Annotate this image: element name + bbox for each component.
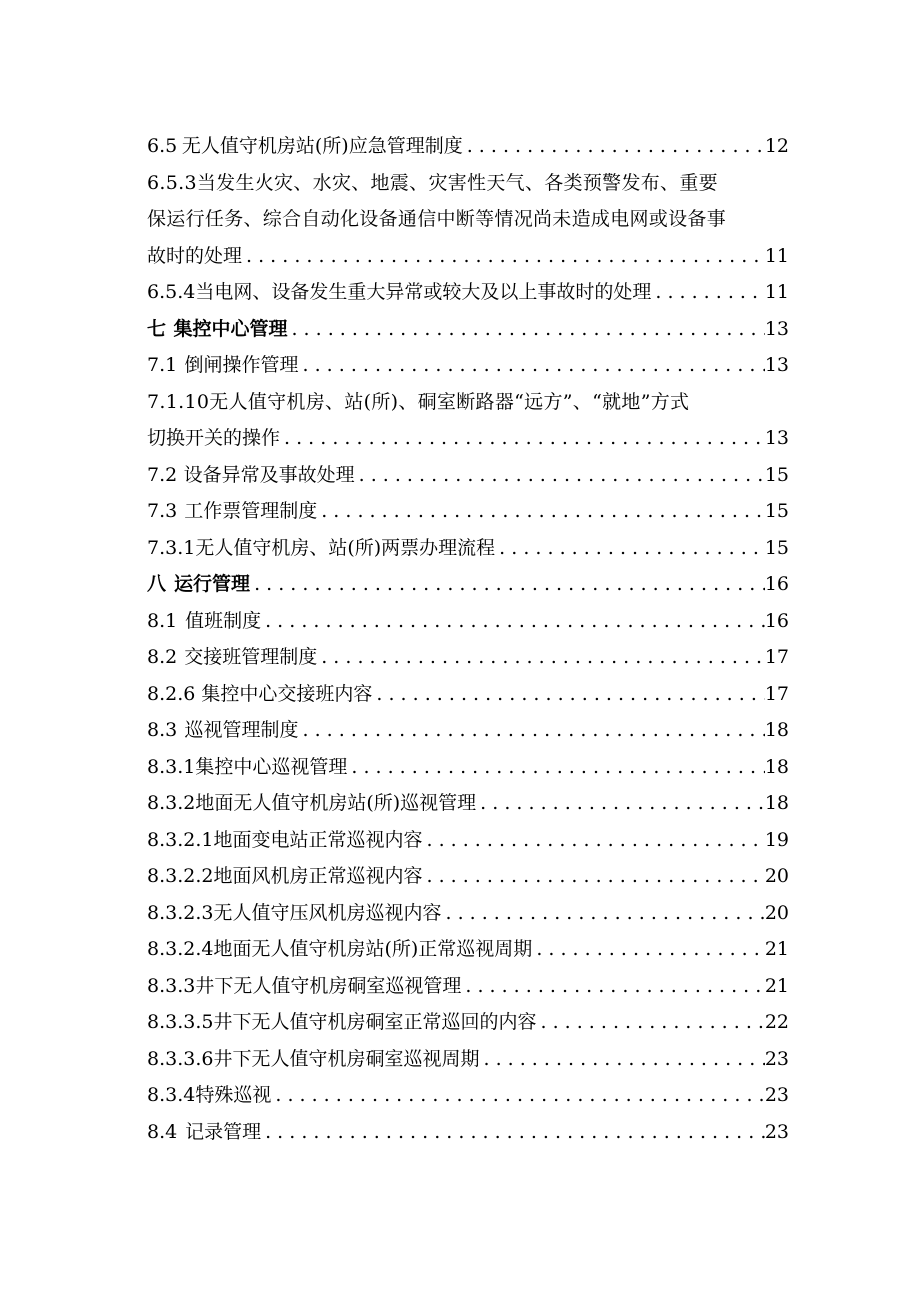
- toc-page-number: 23: [764, 1084, 789, 1106]
- toc-entry[interactable]: [147, 676, 789, 713]
- dot-leader: [347, 749, 764, 786]
- dot-leader: [422, 858, 764, 895]
- toc-page-number: 20: [764, 901, 789, 924]
- toc-entry[interactable]: [147, 822, 789, 859]
- toc-page-number: 13: [764, 354, 789, 376]
- table-of-contents: [147, 128, 789, 1150]
- toc-entry[interactable]: [147, 712, 789, 749]
- dot-leader: [532, 931, 765, 968]
- toc-page-number: 13: [764, 317, 789, 340]
- toc-page-number: 17: [764, 646, 789, 668]
- toc-title: 倒闸操作管理: [184, 354, 299, 376]
- toc-title: 8.3.3.5井下无人值守机房硐室正常巡回的内容: [147, 1011, 537, 1033]
- dot-leader: [287, 311, 764, 348]
- toc-page-number: 21: [764, 938, 789, 960]
- toc-number: 7.3: [147, 500, 178, 522]
- toc-page-number: 19: [764, 828, 789, 851]
- toc-title: 8.3.3井下无人值守机房硐室巡视管理: [147, 974, 462, 997]
- toc-number: 8.4: [147, 1120, 178, 1143]
- toc-page-number: 11: [764, 281, 789, 303]
- dot-leader: [441, 895, 764, 932]
- toc-entry[interactable]: [147, 274, 789, 311]
- toc-chapter-number: 七: [147, 317, 167, 340]
- toc-page-number: 17: [764, 682, 789, 705]
- toc-title: 记录管理: [185, 1120, 262, 1143]
- toc-entry[interactable]: [147, 749, 789, 786]
- dot-leader: [317, 493, 765, 530]
- toc-title: 8.3.2地面无人值守机房站(所)巡视管理: [147, 792, 477, 814]
- toc-entry[interactable]: [147, 968, 789, 1005]
- toc-title: 7.3.1无人值守机房、站(所)两票办理流程: [147, 536, 496, 559]
- toc-title-line: 故时的处理: [147, 244, 243, 267]
- toc-chapter-title: 运行管理: [174, 573, 251, 595]
- toc-entry[interactable]: [147, 1041, 789, 1078]
- toc-title: 8.3.2.3无人值守压风机房巡视内容: [147, 901, 442, 924]
- toc-title: 交接班管理制度: [184, 646, 318, 668]
- toc-chapter-title: 集控中心管理: [173, 317, 288, 340]
- dot-leader: [479, 1041, 764, 1078]
- toc-page-number: 23: [764, 1120, 789, 1143]
- toc-page-number: 16: [764, 573, 789, 595]
- toc-chapter-entry[interactable]: [147, 311, 789, 348]
- toc-page-number: 18: [764, 719, 789, 741]
- toc-entry-multiline[interactable]: [147, 384, 789, 457]
- toc-title-line: 切换开关的操作: [147, 427, 281, 449]
- toc-page-number: 18: [764, 755, 789, 778]
- toc-title: 工作票管理制度: [184, 500, 318, 522]
- toc-number: 7.2: [147, 463, 178, 486]
- dot-leader: [242, 238, 765, 275]
- dot-leader: [651, 274, 764, 311]
- dot-leader: [271, 1077, 764, 1114]
- toc-entry[interactable]: [147, 493, 789, 530]
- dot-leader: [250, 566, 765, 603]
- toc-entry-multiline[interactable]: [147, 165, 789, 275]
- toc-title: 8.3.1集控中心巡视管理: [147, 755, 348, 778]
- toc-number: 8.3: [147, 719, 178, 741]
- toc-title: 8.3.4特殊巡视: [147, 1084, 272, 1106]
- toc-title: 8.3.2.4地面无人值守机房站(所)正常巡视周期: [147, 938, 533, 960]
- toc-entry[interactable]: [147, 1114, 789, 1151]
- toc-title: 8.2.6 集控中心交接班内容: [147, 682, 373, 705]
- toc-entry[interactable]: [147, 128, 789, 165]
- toc-entry[interactable]: [147, 785, 789, 822]
- toc-title: 巡视管理制度: [184, 719, 299, 741]
- toc-title: 值班制度: [185, 609, 262, 632]
- dot-leader: [299, 712, 765, 749]
- toc-title: 8.3.2.1地面变电站正常巡视内容: [147, 828, 423, 851]
- toc-entry[interactable]: [147, 931, 789, 968]
- toc-page-number: 11: [764, 244, 789, 267]
- dot-leader: [317, 639, 765, 676]
- toc-entry[interactable]: [147, 457, 789, 494]
- toc-page-number: 15: [764, 536, 789, 559]
- toc-page-number: 15: [764, 463, 789, 486]
- toc-page-number: 23: [764, 1047, 789, 1070]
- toc-title: 8.3.2.2地面风机房正常巡视内容: [147, 865, 423, 887]
- toc-entry[interactable]: [147, 1077, 789, 1114]
- dot-leader: [476, 785, 765, 822]
- toc-entry[interactable]: [147, 895, 789, 932]
- toc-page-number: 21: [764, 974, 789, 997]
- dot-leader: [280, 420, 765, 457]
- toc-page-number: 15: [764, 500, 789, 522]
- toc-number: 7.1: [147, 354, 178, 376]
- toc-chapter-number: 八: [147, 573, 167, 595]
- dot-leader: [463, 128, 765, 165]
- dot-leader: [261, 1114, 765, 1151]
- toc-number: 8.2: [147, 646, 178, 668]
- toc-title-line: 保运行任务、综合自动化设备通信中断等情况尚未造成电网或设备事: [147, 208, 727, 230]
- toc-title-line: 7.1.10无人值守机房、站(所)、硐室断路器“远方”、“就地”方式: [147, 390, 690, 413]
- toc-title: 无人值守机房站(所)应急管理制度: [181, 135, 463, 157]
- toc-page-number: 22: [764, 1011, 789, 1033]
- toc-title: 6.5.4当电网、设备发生重大异常或较大及以上事故时的处理: [147, 281, 652, 303]
- toc-number: 6.5: [147, 135, 178, 157]
- toc-number: 8.1: [147, 609, 178, 632]
- dot-leader: [372, 676, 764, 713]
- toc-page-number: 12: [764, 135, 789, 157]
- toc-entry[interactable]: [147, 530, 789, 567]
- toc-chapter-entry[interactable]: [147, 566, 789, 603]
- toc-entry[interactable]: [147, 639, 789, 676]
- toc-page-number: 16: [764, 609, 789, 632]
- toc-entry[interactable]: [147, 858, 789, 895]
- toc-entry[interactable]: [147, 347, 789, 384]
- toc-page-number: 20: [764, 865, 789, 887]
- toc-entry[interactable]: [147, 1004, 789, 1041]
- toc-title: 设备异常及事故处理: [183, 463, 355, 486]
- dot-leader: [261, 603, 765, 640]
- dot-leader: [495, 530, 765, 567]
- toc-title-line: 6.5.3当发生火灾、水灾、地震、灾害性天气、各类预警发布、重要: [147, 171, 718, 194]
- toc-page-number: 18: [764, 792, 789, 814]
- dot-leader: [461, 968, 764, 1005]
- dot-leader: [355, 457, 765, 494]
- dot-leader: [299, 347, 765, 384]
- toc-entry[interactable]: [147, 603, 789, 640]
- dot-leader: [536, 1004, 764, 1041]
- toc-title: 8.3.3.6井下无人值守机房硐室巡视周期: [147, 1047, 480, 1070]
- toc-page-number: 13: [764, 427, 789, 449]
- dot-leader: [422, 822, 764, 859]
